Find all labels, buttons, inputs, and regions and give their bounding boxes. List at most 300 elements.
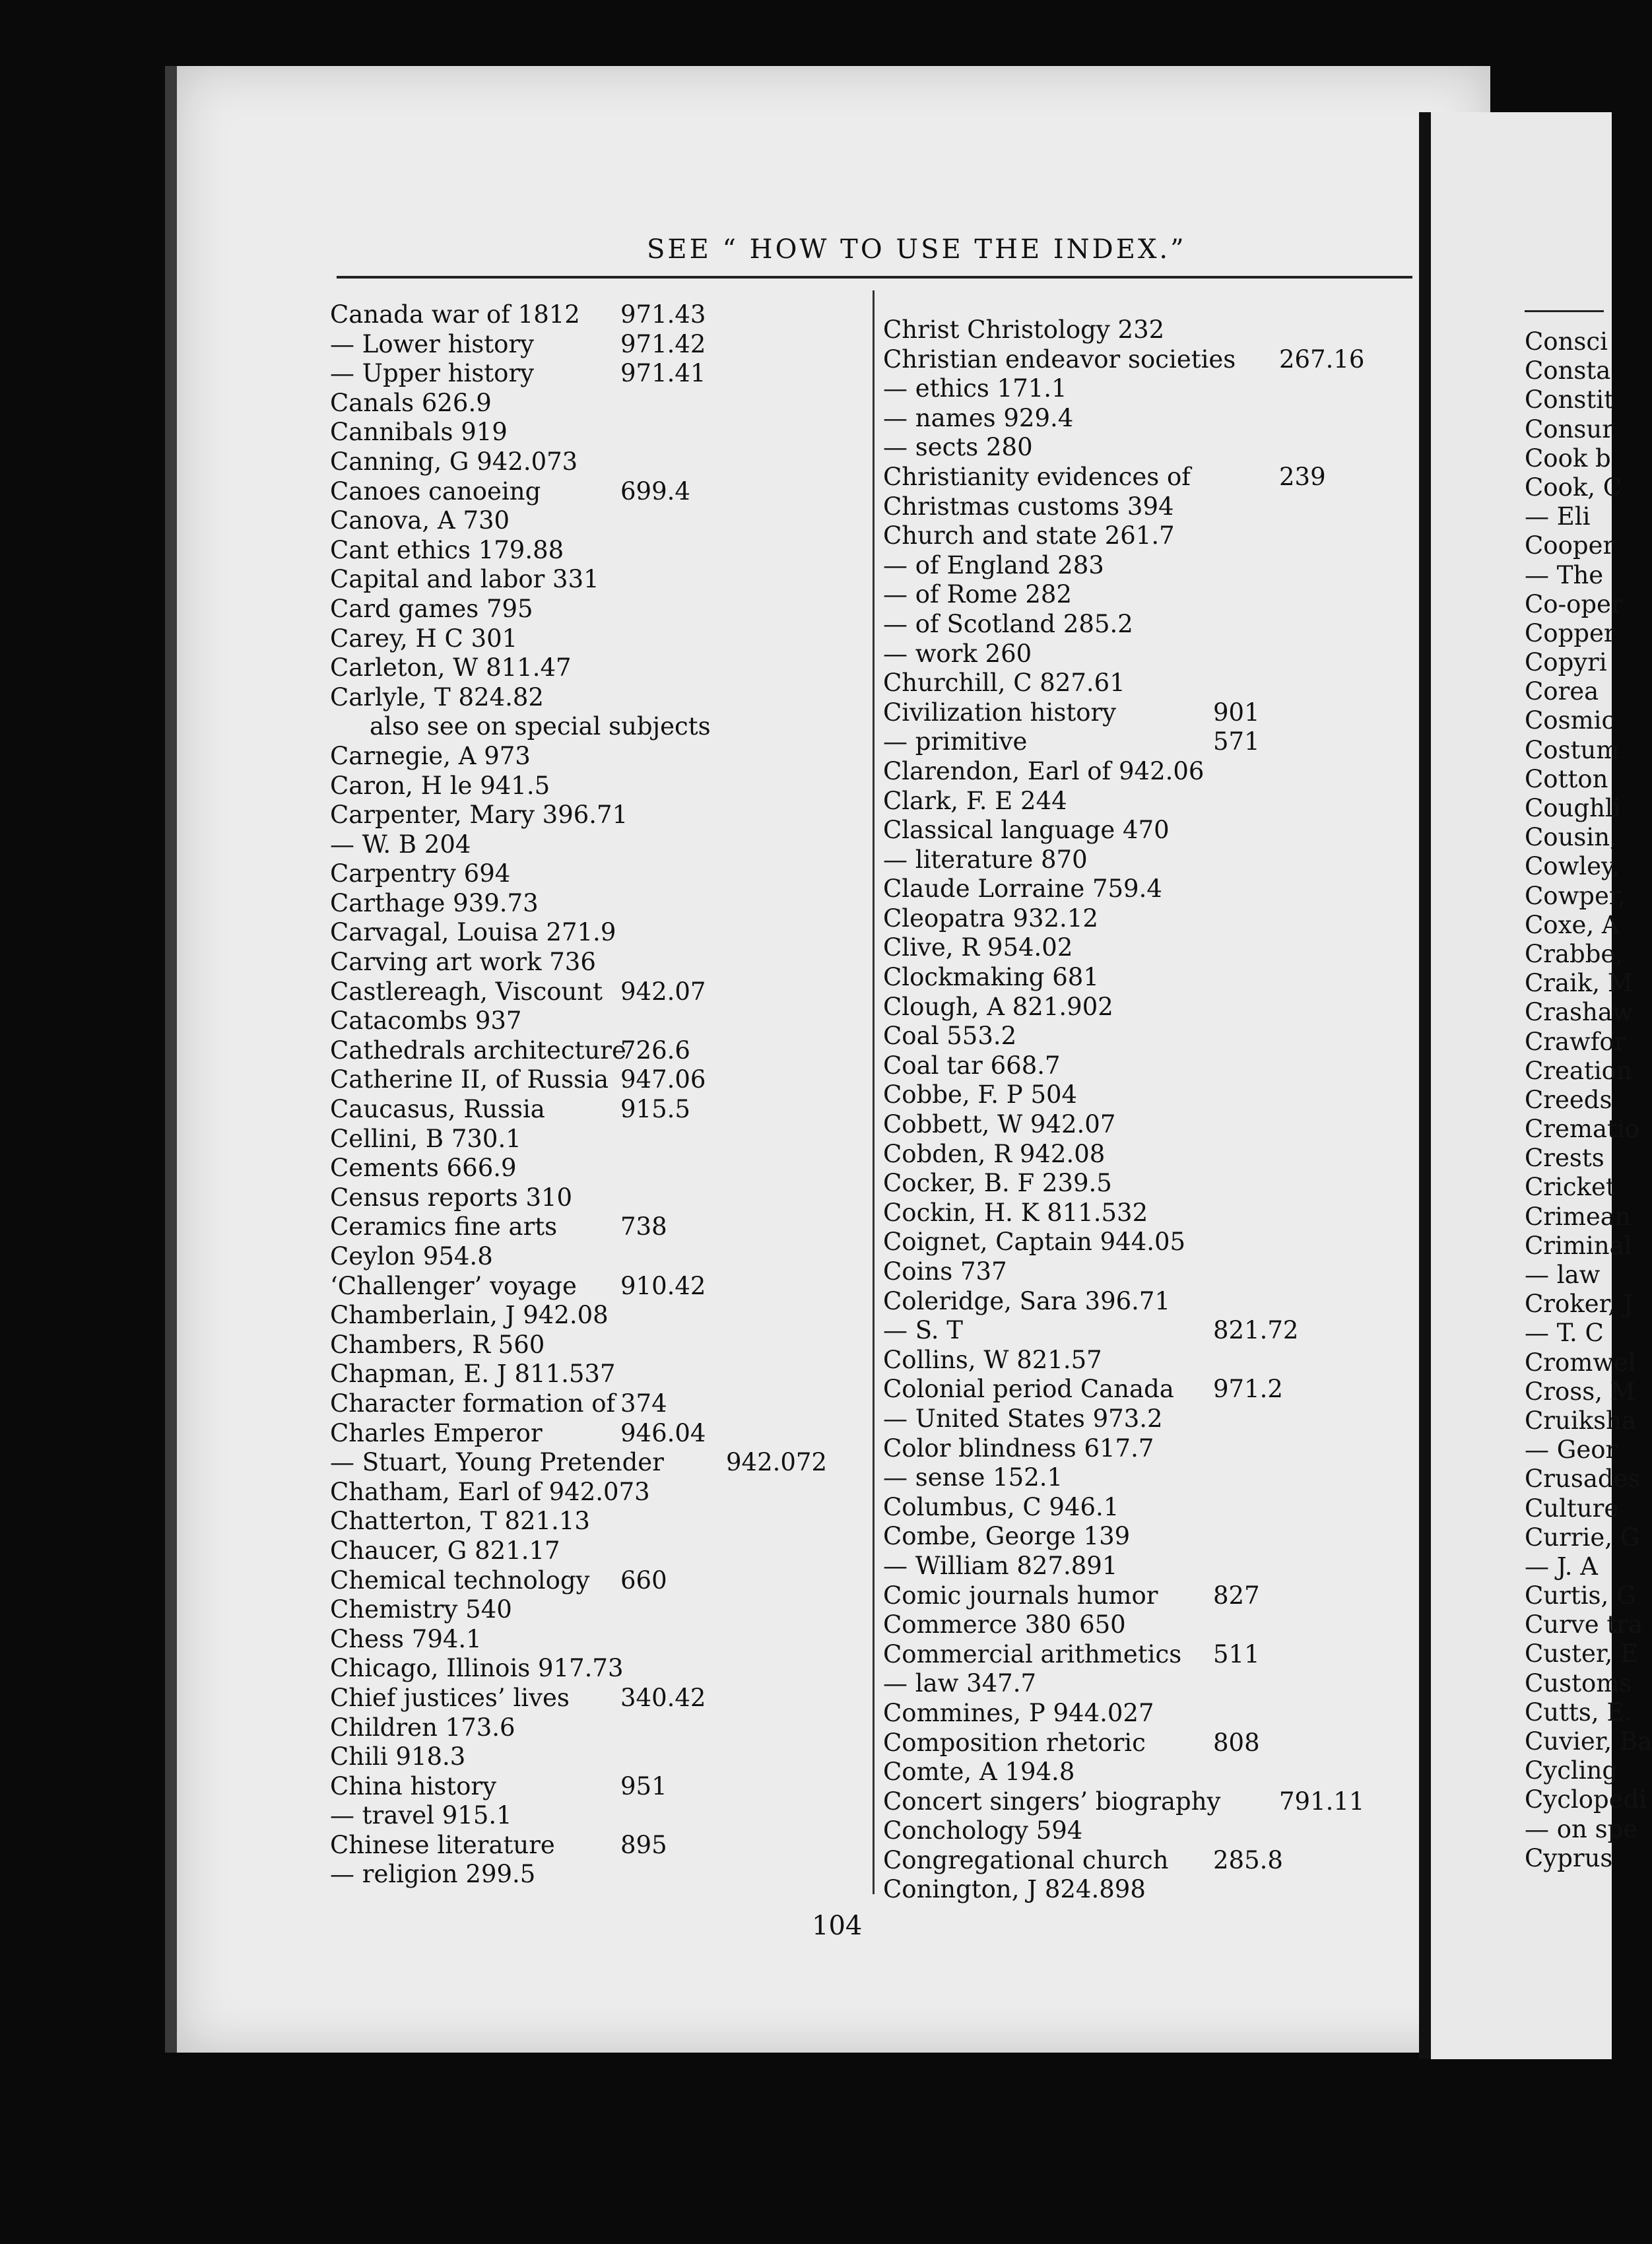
- index-entry-cropped: Copper: [1525, 618, 1616, 647]
- index-term: Canals 626.9: [330, 388, 492, 417]
- index-entry: [330, 1742, 858, 1772]
- index-term: — ethics 171.1: [883, 374, 1067, 403]
- index-term: — work 260: [883, 639, 1032, 668]
- index-entry: [330, 595, 858, 624]
- index-term: Clough, A 821.902: [883, 992, 1113, 1021]
- index-number: 942.072: [726, 1448, 828, 1477]
- index-term: Chapman, E. J 811.537: [330, 1360, 616, 1389]
- index-term: Color blindness 617.7: [883, 1434, 1154, 1463]
- index-term: Catacombs 937: [330, 1006, 522, 1036]
- index-term: — law 347.7: [883, 1669, 1037, 1698]
- index-term: Conchology 594: [883, 1816, 1083, 1845]
- index-number: 808: [1213, 1728, 1260, 1757]
- index-entry: [883, 933, 1424, 963]
- index-entry: [330, 624, 858, 654]
- index-term: — S. T: [883, 1316, 963, 1345]
- index-entry-cropped: Cosmic: [1525, 706, 1616, 735]
- index-number: 660: [620, 1566, 667, 1595]
- index-term: — William 827.891: [883, 1551, 1118, 1580]
- index-term: Canning, G 942.073: [330, 447, 578, 476]
- index-entry: [883, 1051, 1424, 1081]
- index-term: Chemistry 540: [330, 1595, 512, 1624]
- index-term: Cellini, B 730.1: [330, 1124, 521, 1153]
- index-number: 699.4: [620, 477, 690, 506]
- index-entry: [883, 963, 1424, 993]
- index-entry: [330, 1065, 858, 1095]
- index-entry: [330, 1242, 858, 1272]
- index-entry: [330, 859, 858, 889]
- index-term: Coins 737: [883, 1257, 1007, 1286]
- index-entry-cropped: Coxe, A: [1525, 910, 1620, 939]
- index-number: 738: [620, 1212, 667, 1241]
- index-entry: [330, 1154, 858, 1183]
- index-entry: [883, 315, 1424, 345]
- header-rule: [337, 276, 1412, 279]
- index-term: Christ Christology 232: [883, 315, 1165, 344]
- index-entry: [883, 1610, 1424, 1640]
- index-entry: [883, 816, 1424, 845]
- index-entry-cropped: — Geor: [1525, 1436, 1618, 1465]
- index-entry: [883, 1404, 1424, 1434]
- index-term: Chili 918.3: [330, 1742, 466, 1771]
- index-entry: [883, 845, 1424, 875]
- index-entry: [883, 1022, 1424, 1051]
- index-term: — of England 283: [883, 550, 1104, 579]
- index-entry: [883, 1287, 1424, 1317]
- index-entry-cropped: Custer, E: [1525, 1639, 1639, 1668]
- index-term: Commerce 380 650: [883, 1610, 1126, 1639]
- index-term: Coal 553.2: [883, 1022, 1017, 1051]
- index-number: 946.04: [620, 1418, 706, 1447]
- index-entry: [330, 977, 858, 1007]
- index-entry: [330, 1831, 858, 1861]
- index-entry: [883, 1080, 1424, 1110]
- index-entry-cropped: Consur: [1525, 414, 1614, 444]
- index-term: Canova, A 730: [330, 506, 510, 535]
- index-term: Cobbe, F. P 504: [883, 1080, 1078, 1109]
- index-number: 915.5: [620, 1095, 690, 1124]
- index-entry-cropped: Crimean: [1525, 1202, 1631, 1231]
- index-term: Comic journals humor: [883, 1581, 1158, 1610]
- index-term: Ceylon 954.8: [330, 1242, 493, 1270]
- index-entry: [330, 653, 858, 683]
- index-term: — of Rome 282: [883, 580, 1072, 609]
- index-entry-cropped: Cutts, E.: [1525, 1698, 1633, 1727]
- index-entry: [330, 1036, 858, 1066]
- index-entry: [330, 477, 858, 507]
- index-entry-cropped: Cook b: [1525, 444, 1611, 473]
- index-entry: [330, 1301, 858, 1331]
- index-entry: [330, 1772, 858, 1802]
- index-entry-cropped: Crabbe,: [1525, 939, 1624, 968]
- index-entry: [330, 389, 858, 418]
- index-entry-cropped: Corea: [1525, 677, 1599, 706]
- index-term: Carpenter, Mary 396.71: [330, 801, 628, 830]
- index-number: 971.2: [1213, 1375, 1283, 1404]
- column-divider: [873, 290, 875, 1894]
- middle-index-column: [883, 315, 1424, 1905]
- index-entry-cropped: — law: [1525, 1261, 1601, 1289]
- index-entry-cropped: — The: [1525, 560, 1604, 589]
- index-entry: [330, 1095, 858, 1125]
- index-term: Christianity evidences of: [883, 462, 1191, 491]
- index-number: 726.6: [620, 1036, 690, 1065]
- index-term: — Stuart, Young Pretender: [330, 1448, 664, 1477]
- index-entry: [883, 698, 1424, 728]
- index-term: Churchill, C 827.61: [883, 669, 1125, 698]
- index-term: Carpentry 694: [330, 859, 511, 888]
- index-entry-cropped: Cuvier, Ba: [1525, 1727, 1652, 1756]
- index-term: — names 929.4: [883, 403, 1074, 432]
- index-term: Chamberlain, J 942.08: [330, 1301, 609, 1330]
- index-entry: [330, 1419, 858, 1449]
- index-entry: [883, 345, 1424, 375]
- index-term: Chinese literature: [330, 1830, 555, 1859]
- index-number: 821.72: [1213, 1316, 1299, 1345]
- index-entry: [883, 1875, 1424, 1905]
- index-entry: [330, 948, 858, 977]
- index-entry: [883, 1846, 1424, 1876]
- index-term: Character formation of: [330, 1389, 616, 1418]
- index-term: Caron, H le 941.5: [330, 771, 550, 800]
- index-entry: [330, 1212, 858, 1242]
- index-entry-cropped: Crashaw: [1525, 998, 1634, 1027]
- index-entry-cropped: Cyprus: [1525, 1843, 1613, 1872]
- index-term: — travel 915.1: [330, 1801, 512, 1830]
- index-entry: [330, 565, 858, 595]
- index-number: 511: [1213, 1639, 1260, 1668]
- index-entry-cropped: Cotton: [1525, 764, 1608, 793]
- index-term: Colonial period Canada: [883, 1375, 1174, 1404]
- index-entry-cropped: Creeds: [1525, 1085, 1612, 1114]
- index-term: Columbus, C 946.1: [883, 1492, 1119, 1521]
- index-term: Christian endeavor societies: [883, 345, 1236, 374]
- index-entry: [883, 1787, 1424, 1817]
- index-entry-cropped: Curve tra: [1525, 1610, 1643, 1639]
- index-entry-cropped: Criminal: [1525, 1231, 1632, 1260]
- index-number: 791.11: [1279, 1787, 1365, 1816]
- index-term: — literature 870: [883, 845, 1088, 874]
- index-entry-cropped: Consci: [1525, 327, 1608, 356]
- index-entry-cropped: Currie, G: [1525, 1523, 1640, 1552]
- index-number: 901: [1213, 698, 1260, 727]
- index-entry-cropped: Creation: [1525, 1056, 1632, 1085]
- index-entry: [883, 610, 1424, 640]
- index-term: Chambers, R 560: [330, 1330, 545, 1359]
- index-entry: [883, 580, 1424, 610]
- index-entry: [330, 683, 858, 713]
- index-entry-cropped: Crematio: [1525, 1115, 1640, 1144]
- index-term: Clark, F. E 244: [883, 786, 1067, 815]
- index-number: 895: [620, 1830, 667, 1859]
- index-entry-cropped: Copyri: [1525, 648, 1607, 677]
- index-term: also see on special subjects: [370, 712, 711, 741]
- index-entry-cropped: Constit: [1525, 385, 1614, 414]
- index-term: Carey, H C 301: [330, 624, 518, 653]
- index-term: Castlereagh, Viscount: [330, 977, 603, 1006]
- index-term: Carvagal, Louisa 271.9: [330, 918, 616, 947]
- index-entry: [330, 1478, 858, 1507]
- index-entry: [330, 1125, 858, 1154]
- index-entry-cropped: — T. C: [1525, 1319, 1604, 1348]
- index-term: Chicago, Illinois 917.73: [330, 1654, 624, 1683]
- index-entry: [883, 1816, 1424, 1846]
- index-number: 942.07: [620, 977, 706, 1006]
- index-number: 285.8: [1213, 1845, 1283, 1874]
- index-entry: [330, 801, 858, 830]
- index-entry: [330, 300, 858, 330]
- index-entry: [330, 1006, 858, 1036]
- index-term: Chemical technology: [330, 1566, 590, 1595]
- index-term: Carving art work 736: [330, 948, 596, 977]
- index-entry-cropped: Curtis, G: [1525, 1581, 1636, 1610]
- index-term: Church and state 261.7: [883, 521, 1175, 550]
- index-entry: [883, 1729, 1424, 1758]
- index-entry-cropped: Consta: [1525, 356, 1611, 385]
- index-number: 947.06: [620, 1065, 706, 1094]
- index-term: Congregational church: [883, 1845, 1169, 1874]
- index-entry: [330, 1272, 858, 1302]
- index-entry-cropped: Cycling: [1525, 1756, 1618, 1785]
- index-entry: [883, 1581, 1424, 1611]
- index-number: 827: [1213, 1581, 1260, 1610]
- index-entry-cropped: — J. A: [1525, 1552, 1598, 1581]
- index-entry: [883, 492, 1424, 522]
- index-entry-cropped: Culture: [1525, 1494, 1619, 1523]
- index-term: Carlyle, T 824.82: [330, 682, 544, 711]
- index-entry: [883, 1640, 1424, 1670]
- index-term: Classical language 470: [883, 816, 1170, 845]
- index-entry-cropped: — Eli: [1525, 502, 1591, 531]
- index-term: Commercial arithmetics: [883, 1639, 1182, 1668]
- index-entry: [883, 1463, 1424, 1493]
- index-entry: [883, 404, 1424, 434]
- index-entry: [330, 712, 858, 742]
- index-term: Cobbett, W 942.07: [883, 1110, 1116, 1139]
- index-entry: [330, 742, 858, 772]
- adjacent-page-column: [1525, 327, 1652, 1873]
- index-term: Capital and labor 331: [330, 565, 599, 594]
- index-entry: [330, 536, 858, 566]
- index-entry: [330, 1566, 858, 1596]
- index-entry: [883, 433, 1424, 463]
- index-entry-cropped: Crests: [1525, 1144, 1604, 1173]
- index-entry: [883, 1375, 1424, 1404]
- index-number: 340.42: [620, 1683, 706, 1712]
- index-entry-cropped: Cowley,: [1525, 852, 1620, 881]
- index-number: 910.42: [620, 1271, 706, 1300]
- index-term: Cant ethics 179.88: [330, 535, 564, 564]
- index-entry-cropped: Co-oper: [1525, 589, 1623, 618]
- index-entry-cropped: Cruiksha: [1525, 1406, 1636, 1435]
- index-term: Claude Lorraine 759.4: [883, 874, 1162, 904]
- index-term: Cocker, B. F 239.5: [883, 1169, 1112, 1198]
- index-term: — United States 973.2: [883, 1404, 1163, 1433]
- index-entry-cropped: Cross, M: [1525, 1377, 1635, 1406]
- index-entry-cropped: Customs: [1525, 1668, 1632, 1698]
- index-entry-cropped: Cooper: [1525, 531, 1615, 560]
- index-term: Cleopatra 932.12: [883, 904, 1098, 933]
- index-term: Cockin, H. K 811.532: [883, 1198, 1148, 1227]
- index-term: — W. B 204: [330, 830, 471, 859]
- index-entry: [330, 1183, 858, 1213]
- index-term: Census reports 310: [330, 1183, 573, 1212]
- index-entry: [883, 463, 1424, 492]
- index-entry: [883, 1758, 1424, 1787]
- index-term: China history: [330, 1771, 497, 1800]
- index-entry: [883, 1522, 1424, 1552]
- index-term: Civilization history: [883, 698, 1117, 727]
- index-term: Comte, A 194.8: [883, 1758, 1075, 1787]
- index-entry: [330, 1860, 858, 1890]
- index-number: 374: [620, 1389, 667, 1418]
- index-term: Conington, J 824.898: [883, 1875, 1146, 1904]
- index-entry: [883, 874, 1424, 904]
- index-entry: [330, 418, 858, 447]
- page-header: SEE “ HOW TO USE THE INDEX.”: [647, 234, 1187, 265]
- index-entry: [330, 1536, 858, 1566]
- index-entry-cropped: Cyclopedi: [1525, 1785, 1647, 1814]
- index-entry: [883, 1346, 1424, 1375]
- index-entry-cropped: Cowper,: [1525, 881, 1626, 910]
- index-term: — primitive: [883, 727, 1028, 756]
- index-entry: [330, 1654, 858, 1684]
- index-entry: [883, 727, 1424, 757]
- index-entry: [883, 669, 1424, 698]
- index-term: Children 173.6: [330, 1713, 515, 1742]
- index-entry: [883, 374, 1424, 404]
- index-number: 971.43: [620, 300, 706, 329]
- index-entry: [330, 359, 858, 389]
- index-term: Cathedrals architecture: [330, 1036, 626, 1065]
- index-entry: [330, 889, 858, 919]
- index-term: — of Scotland 285.2: [883, 609, 1133, 638]
- index-term: Chief justices’ lives: [330, 1683, 570, 1712]
- index-entry: [883, 787, 1424, 816]
- index-entry: [330, 1625, 858, 1655]
- index-entry-cropped: Costum: [1525, 735, 1620, 764]
- index-entry: [330, 1331, 858, 1360]
- index-entry: [883, 1699, 1424, 1729]
- index-entry: [330, 1507, 858, 1536]
- index-entry: [330, 1684, 858, 1713]
- index-entry: [330, 830, 858, 860]
- index-term: Canoes canoeing: [330, 477, 541, 506]
- index-entry: [883, 1140, 1424, 1170]
- index-entry-cropped: Cook, C: [1525, 473, 1622, 502]
- index-number: 971.42: [620, 329, 706, 358]
- index-entry: [883, 1669, 1424, 1699]
- index-entry-cropped: Cromwel: [1525, 1348, 1636, 1377]
- index-term: Cannibals 919: [330, 418, 508, 447]
- index-term: — religion 299.5: [330, 1860, 536, 1889]
- index-entry: [883, 640, 1424, 669]
- index-term: — sects 280: [883, 433, 1033, 462]
- index-entry: [883, 1493, 1424, 1523]
- index-term: Caucasus, Russia: [330, 1095, 545, 1124]
- index-entry: [330, 1595, 858, 1625]
- index-entry: [883, 521, 1424, 551]
- index-term: Cobden, R 942.08: [883, 1139, 1106, 1168]
- index-entry-cropped: Crusades: [1525, 1465, 1641, 1494]
- index-term: Carthage 939.73: [330, 888, 539, 917]
- index-entry-cropped: Croker, J: [1525, 1290, 1634, 1319]
- index-entry-cropped: Craik, M: [1525, 969, 1633, 998]
- page-number: 104: [812, 1911, 863, 1941]
- index-term: Chess 794.1: [330, 1624, 482, 1653]
- index-entry: [330, 1713, 858, 1743]
- index-term: Cements 666.9: [330, 1154, 517, 1183]
- index-term: Christmas customs 394: [883, 492, 1174, 521]
- index-term: Carnegie, A 973: [330, 741, 531, 770]
- index-entry: [330, 1448, 858, 1478]
- index-entry: [330, 1389, 858, 1419]
- index-entry-cropped: Crawfor: [1525, 1027, 1626, 1056]
- index-term: Clockmaking 681: [883, 963, 1099, 992]
- index-term: Chatterton, T 821.13: [330, 1507, 590, 1536]
- index-number: 971.41: [620, 359, 706, 388]
- index-entry: [330, 1801, 858, 1831]
- index-entry: [883, 1257, 1424, 1287]
- index-entry: [883, 1110, 1424, 1140]
- index-term: Combe, George 139: [883, 1522, 1131, 1551]
- index-entry: [883, 1228, 1424, 1257]
- index-entry: [330, 918, 858, 948]
- index-number: 951: [620, 1771, 667, 1800]
- index-entry-cropped: Coughli: [1525, 794, 1621, 822]
- index-term: — Upper history: [330, 359, 535, 388]
- index-entry: [330, 330, 858, 360]
- index-term: Canada war of 1812: [330, 300, 580, 329]
- index-term: Chaucer, G 821.17: [330, 1536, 560, 1565]
- index-term: — Lower history: [330, 329, 535, 358]
- index-number: 239: [1279, 462, 1326, 491]
- index-term: — sense 152.1: [883, 1463, 1063, 1492]
- index-term: Card games 795: [330, 594, 533, 623]
- index-entry: [883, 904, 1424, 934]
- index-entry: [330, 1360, 858, 1389]
- left-index-column: [330, 300, 858, 1890]
- index-term: ‘Challenger’ voyage: [330, 1271, 577, 1300]
- index-term: Ceramics fine arts: [330, 1212, 558, 1241]
- index-term: Composition rhetoric: [883, 1728, 1146, 1757]
- index-term: Clarendon, Earl of 942.06: [883, 756, 1205, 785]
- index-number: 267.16: [1279, 345, 1365, 374]
- index-entry: [330, 447, 858, 477]
- index-entry-cropped: Cousin,: [1525, 823, 1618, 852]
- index-term: Coignet, Captain 944.05: [883, 1228, 1186, 1257]
- index-number: 571: [1213, 727, 1260, 756]
- index-term: Catherine II, of Russia: [330, 1065, 609, 1094]
- index-entry: [883, 1169, 1424, 1199]
- index-entry: [883, 993, 1424, 1022]
- index-entry: [883, 551, 1424, 581]
- index-entry: [330, 506, 858, 536]
- index-term: Concert singers’ biography: [883, 1787, 1221, 1816]
- index-entry-cropped: — on spe: [1525, 1814, 1638, 1843]
- index-term: Collins, W 821.57: [883, 1345, 1102, 1374]
- index-term: Clive, R 954.02: [883, 933, 1073, 962]
- index-entry: [883, 1434, 1424, 1464]
- index-entry: [883, 757, 1424, 787]
- index-entry: [883, 1199, 1424, 1228]
- index-term: Coleridge, Sara 396.71: [883, 1286, 1171, 1315]
- index-term: Commines, P 944.027: [883, 1698, 1154, 1727]
- index-entry: [883, 1552, 1424, 1581]
- index-entry: [883, 1316, 1424, 1346]
- index-term: Chatham, Earl of 942.073: [330, 1477, 650, 1506]
- index-term: Charles Emperor: [330, 1418, 543, 1447]
